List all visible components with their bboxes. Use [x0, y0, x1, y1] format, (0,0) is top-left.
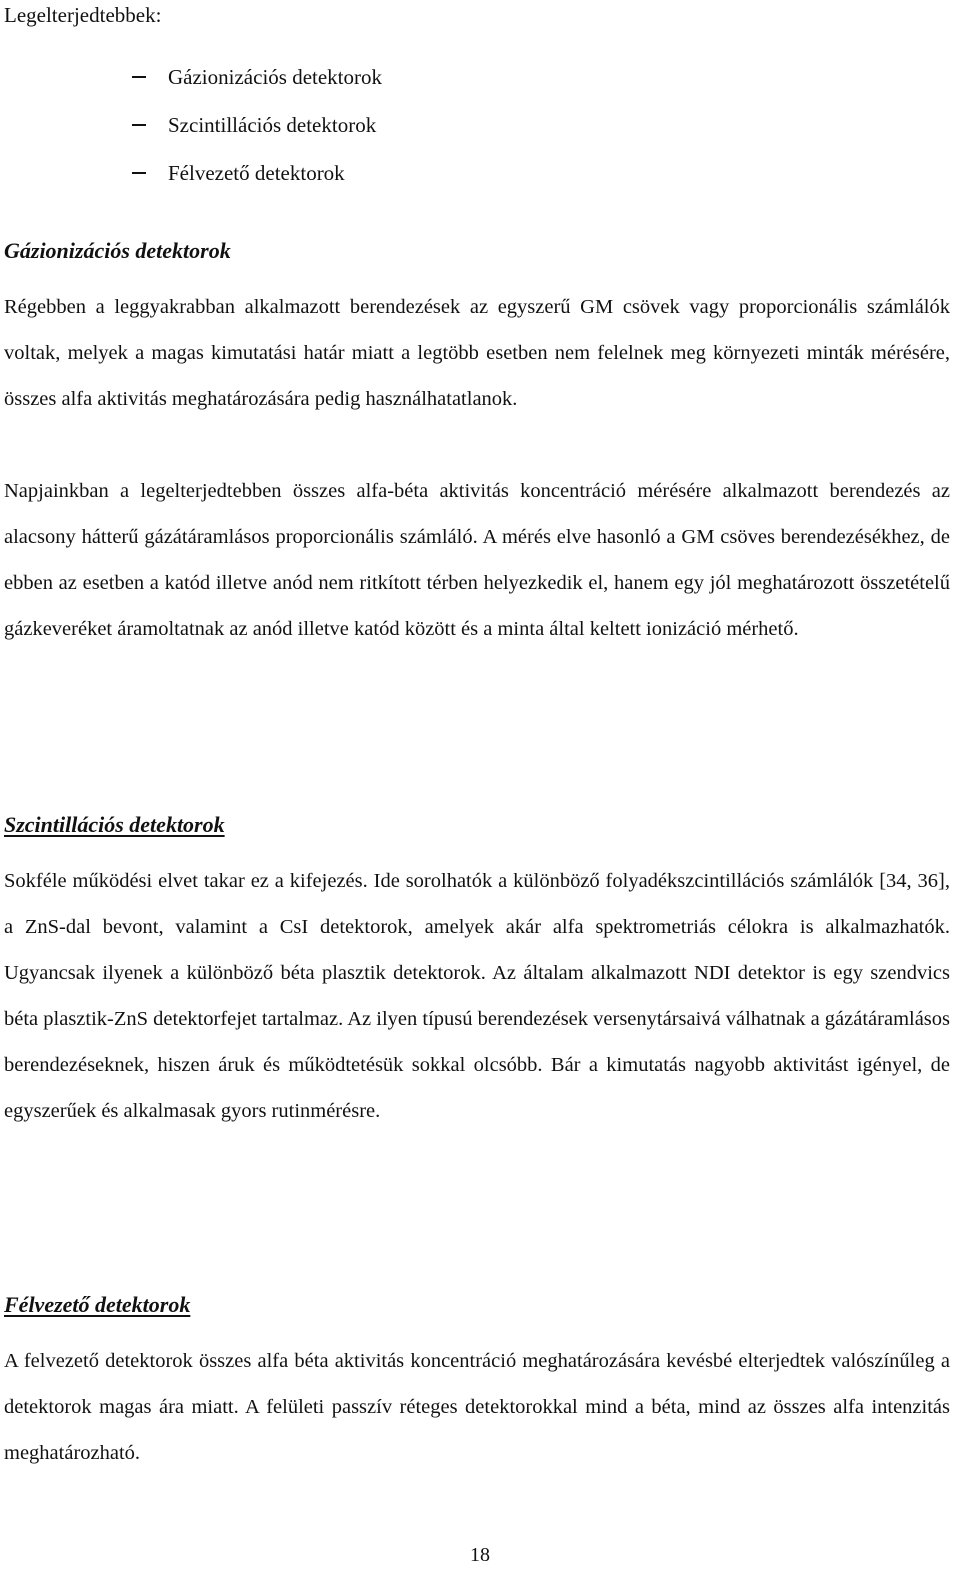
paragraph-gas-1: Régebben a leggyakrabban alkalmazott berendezések az egyszerű GM csövek vagy proporcionális számlálók voltak, melyek a magas kimutatási határ miatt a legtöbb esetben nem felelnek meg környezeti minták mérésére, összes alfa aktivitás meghatározására pedig használhatatlanok.	[4, 296, 950, 410]
list-item-label: Félvezető detektorok	[168, 161, 345, 185]
dash-bullet	[132, 76, 146, 78]
dash-bullet	[132, 124, 146, 126]
page-number: 18	[470, 1544, 490, 1566]
paragraph-semi-1: A felvezető detektorok összes alfa béta aktivitás koncentráció meghatározására kevésbé elterjedtek valószínűleg a detektorok magas ára miatt. A felületi passzív réteges detektorokkal mind a béta, mind az összes alfa intenzitás meghatározható.	[4, 1350, 950, 1464]
section-heading-semi-text: Félvezető detektorok	[4, 1292, 191, 1317]
intro-text: Legelterjedtebbek:	[4, 3, 162, 27]
section-heading-scint-text: Szcintillációs detektorok	[4, 812, 225, 837]
section-heading-gas: Gázionizációs detektorok	[4, 238, 231, 263]
list-item-label: Szcintillációs detektorok	[168, 113, 377, 137]
section-heading-semi	[4, 1290, 190, 1320]
list-item-label: Gázionizációs detektorok	[168, 65, 382, 89]
dash-bullet	[132, 172, 146, 174]
paragraph-scint-1: Sokféle működési elvet takar ez a kifejezés. Ide sorolhatók a különböző folyadékszcintillációs számlálók [34, 36], a ZnS-dal bevont, valamint a CsI detektorok, amelyek akár alfa spektrometriás célokra is alkalmazhatók. Ugyancsak ilyenek a különböző béta plasztik detektorok. Az általam alkalmazott NDI detektor is egy szendvics béta plasztik-ZnS detektorfejet tartalmaz. Az ilyen típusú berendezések versenytársaivá válhatnak a gázátáramlásos berendezéseknek, hiszen áruk és működtetésük sokkal olcsóbb. Bár a kimutatás nagyobb aktivitást igényel, de egyszerűek és alkalmasak gyors rutinmérésre.	[4, 870, 951, 1122]
section-heading-scint	[4, 810, 225, 840]
paragraph-gas-2: Napjainkban a legelterjedtebben összes alfa-béta aktivitás koncentráció mérésére alkalmazott berendezés az alacsony hátterű gázátáramlásos proporcionális számláló. A mérés elve hasonló a GM csöves berendezésékhez, de ebben az esetben a katód illetve anód nem ritkított térben helyezkedik el, hanem egy jól meghatározott összetételű gázkeveréket áramoltatnak az anód illetve katód között és a minta által keltett ionizáció mérhető.	[4, 480, 950, 640]
